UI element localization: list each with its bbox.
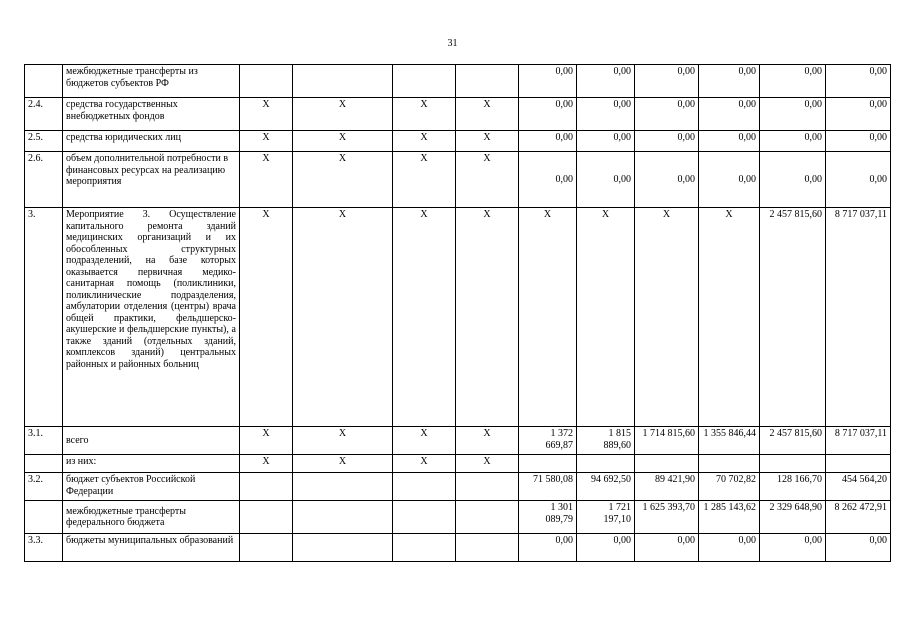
table-row [25,473,891,501]
value-cell: 1 355 846,44 [699,427,760,455]
value-cell: 0,00 [826,534,891,562]
row-number [25,65,63,98]
mark-cell: Х [240,427,293,455]
row-name: межбюджетные трансферты из бюджетов субъектов РФ [63,65,240,98]
value-cell: 0,00 [760,534,826,562]
table-row [25,208,891,427]
value-cell: 1 625 393,70 [635,501,699,534]
mark-cell: Х [293,455,393,473]
value-cell: 8 717 037,11 [826,208,891,427]
row-number: 2.6. [25,152,63,208]
mark-cell [293,501,393,534]
mark-cell: Х [293,427,393,455]
value-cell: 0,00 [635,131,699,152]
value-cell: 0,00 [577,131,635,152]
value-cell: 0,00 [519,534,577,562]
mark-cell: Х [393,208,456,427]
value-cell: 0,00 [760,152,826,208]
mark-cell [293,65,393,98]
value-cell: 0,00 [699,534,760,562]
table-row [25,98,891,131]
value-cell: 0,00 [760,98,826,131]
mark-cell: Х [293,131,393,152]
row-name: из них: [63,455,240,473]
mark-cell: Х [293,152,393,208]
mark-cell [293,473,393,501]
value-cell: 2 457 815,60 [760,208,826,427]
table-row [25,65,891,98]
value-cell: 1 714 815,60 [635,427,699,455]
row-number: 3. [25,208,63,427]
mark-cell: Х [393,455,456,473]
value-cell [826,455,891,473]
row-number: 3.3. [25,534,63,562]
value-cell: 71 580,08 [519,473,577,501]
mark-cell [456,473,519,501]
value-cell: 70 702,82 [699,473,760,501]
table-row [25,455,891,473]
mark-cell: Х [456,131,519,152]
mark-cell: Х [293,208,393,427]
row-number: 3.1. [25,427,63,455]
mark-cell: Х [240,455,293,473]
mark-cell: Х [393,98,456,131]
row-name: средства государственных внебюджетных фондов [63,98,240,131]
page-number: 31 [447,38,458,49]
mark-cell [240,65,293,98]
value-cell: 0,00 [519,65,577,98]
row-number: 2.5. [25,131,63,152]
value-cell: 0,00 [635,65,699,98]
mark-cell [393,473,456,501]
table-row [25,427,891,455]
mark-cell [393,65,456,98]
value-cell: 1 301 089,79 [519,501,577,534]
table-row [25,131,891,152]
mark-cell: Х [240,208,293,427]
row-number [25,501,63,534]
value-cell: 454 564,20 [826,473,891,501]
value-cell: Х [699,208,760,427]
value-cell: 8 262 472,91 [826,501,891,534]
row-name: межбюджетные трансферты федерального бюджета [63,501,240,534]
value-cell: 0,00 [519,131,577,152]
value-cell: 0,00 [519,152,577,208]
mark-cell: Х [456,427,519,455]
value-cell: 89 421,90 [635,473,699,501]
row-name: бюджет субъектов Российской Федерации [63,473,240,501]
row-name: бюджеты муниципальных образований [63,534,240,562]
table-row [25,534,891,562]
mark-cell [240,501,293,534]
row-number [25,455,63,473]
mark-cell: Х [393,152,456,208]
row-number: 3.2. [25,473,63,501]
mark-cell [393,501,456,534]
mark-cell: Х [393,427,456,455]
value-cell: Х [577,208,635,427]
budget-table [24,64,891,562]
value-cell: 0,00 [577,534,635,562]
mark-cell: Х [393,131,456,152]
value-cell: 0,00 [826,98,891,131]
mark-cell: Х [240,98,293,131]
value-cell: 1 285 143,62 [699,501,760,534]
mark-cell: Х [240,131,293,152]
value-cell [577,455,635,473]
row-name: средства юридических лиц [63,131,240,152]
value-cell [699,455,760,473]
value-cell: 0,00 [699,65,760,98]
value-cell: 0,00 [635,152,699,208]
mark-cell: Х [293,98,393,131]
value-cell: 0,00 [577,152,635,208]
row-number: 2.4. [25,98,63,131]
table-row [25,152,891,208]
mark-cell [456,534,519,562]
mark-cell: Х [456,208,519,427]
table-row [25,501,891,534]
value-cell: 1 372 669,87 [519,427,577,455]
mark-cell [293,534,393,562]
value-cell: 0,00 [760,65,826,98]
value-cell: 0,00 [826,131,891,152]
value-cell: 8 717 037,11 [826,427,891,455]
value-cell [760,455,826,473]
value-cell: 128 166,70 [760,473,826,501]
value-cell: 0,00 [577,98,635,131]
mark-cell [240,534,293,562]
value-cell: 0,00 [699,152,760,208]
mark-cell [456,501,519,534]
value-cell: 2 329 648,90 [760,501,826,534]
value-cell: 0,00 [699,98,760,131]
mark-cell [240,473,293,501]
mark-cell [456,65,519,98]
value-cell: 0,00 [826,152,891,208]
value-cell: 0,00 [699,131,760,152]
value-cell [635,455,699,473]
mark-cell: Х [240,152,293,208]
value-cell: 0,00 [635,98,699,131]
value-cell: 2 457 815,60 [760,427,826,455]
value-cell: 0,00 [519,98,577,131]
value-cell: 0,00 [577,65,635,98]
value-cell: Х [635,208,699,427]
value-cell: Х [519,208,577,427]
value-cell: 0,00 [826,65,891,98]
row-name: Мероприятие 3. Осуществление капитального ремонта зданий медицинских организаций и их обособленных структурных подразделений, на базе которых оказывается первичная медико-санитарная помощь (поликлиники, поликлинические подразделения, амбулатории отделения (центры) врача общей практики, фельдшерско-акушерские и фельдшерские пункты), а также зданий (отдельных зданий, комплексов зданий) центральных районных и районных больниц [63,208,240,427]
row-name: объем дополнительной потребности в финансовых ресурсах на реализацию мероприятия [63,152,240,208]
value-cell: 0,00 [635,534,699,562]
mark-cell [393,534,456,562]
mark-cell: Х [456,152,519,208]
value-cell: 94 692,50 [577,473,635,501]
value-cell: 1 721 197,10 [577,501,635,534]
mark-cell: Х [456,98,519,131]
value-cell [519,455,577,473]
value-cell: 0,00 [760,131,826,152]
mark-cell: Х [456,455,519,473]
row-name: всего [63,427,240,455]
value-cell: 1 815 889,60 [577,427,635,455]
